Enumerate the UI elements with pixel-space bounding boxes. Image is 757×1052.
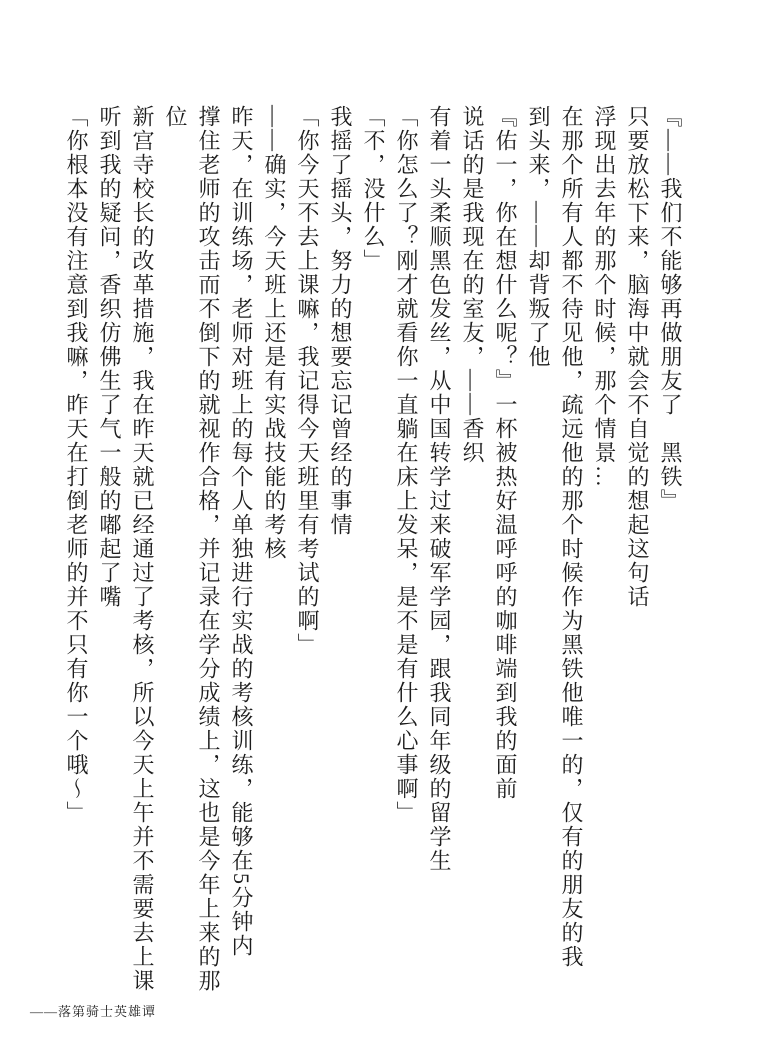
text-line: 说话的是我现在的室友，——香织 [460,105,485,465]
text-line: 新宫寺校长的改革措施，我在昨天就已经通过了考核，所以今天上午并不需要去上课 [130,105,155,993]
text-line: 「你怎么了？刚才就看你一直躺在床上发呆，是不是有什么心事啊」 [394,105,419,825]
text-line: 『——我们不能够再做朋友了 黑铁』 [658,105,683,513]
text-line: 我摇了摇头，努力的想要忘记曾经的事情 [328,105,353,537]
text-line: 「不，没什么」 [361,105,386,273]
text-line: 昨天，在训练场，老师对班上的每个人单独进行实战的考核训练，能够在5分钟内 [229,105,254,958]
text-line: 听到我的疑问，香织仿佛生了气一般的嘟起了嘴 [97,105,122,609]
text-line: 到头来，——却背叛了他 [526,105,551,369]
text-line: 撑住老师的攻击而不倒下的就视作合格，并记录在学分成绩上，这也是今年上来的那位 [163,105,221,993]
text-line: 在那个所有人都不待见他，疏远他的那个时候作为黑铁他唯一的，仅有的朋友的我 [559,105,584,969]
text-line: ——确实，今天班上还是有实战技能的考核 [262,105,287,561]
text-line: 『佑一，你在想什么呢？』一杯被热好温呼呼的咖啡端到我的面前 [493,105,518,801]
text-line: 有着一头柔顺黑色发丝，从中国转学过来破军学园，跟我同年级的留学生 [427,105,452,873]
text-line: 只要放松下来，脑海中就会不自觉的想起这句话 [625,105,650,609]
vertical-text-body [64,105,687,1010]
text-line: 「你今天不去上课嘛，我记得今天班里有考试的啊」 [295,105,320,657]
text-line: 浮现出去年的那个时候，那个情景… [592,105,617,489]
text-line: 「你根本没有注意到我嘛，昨天在打倒老师的并不只有你一个哦～」 [64,105,89,825]
book-title-footer: ——落第骑士英雄谭 [30,1004,157,1019]
